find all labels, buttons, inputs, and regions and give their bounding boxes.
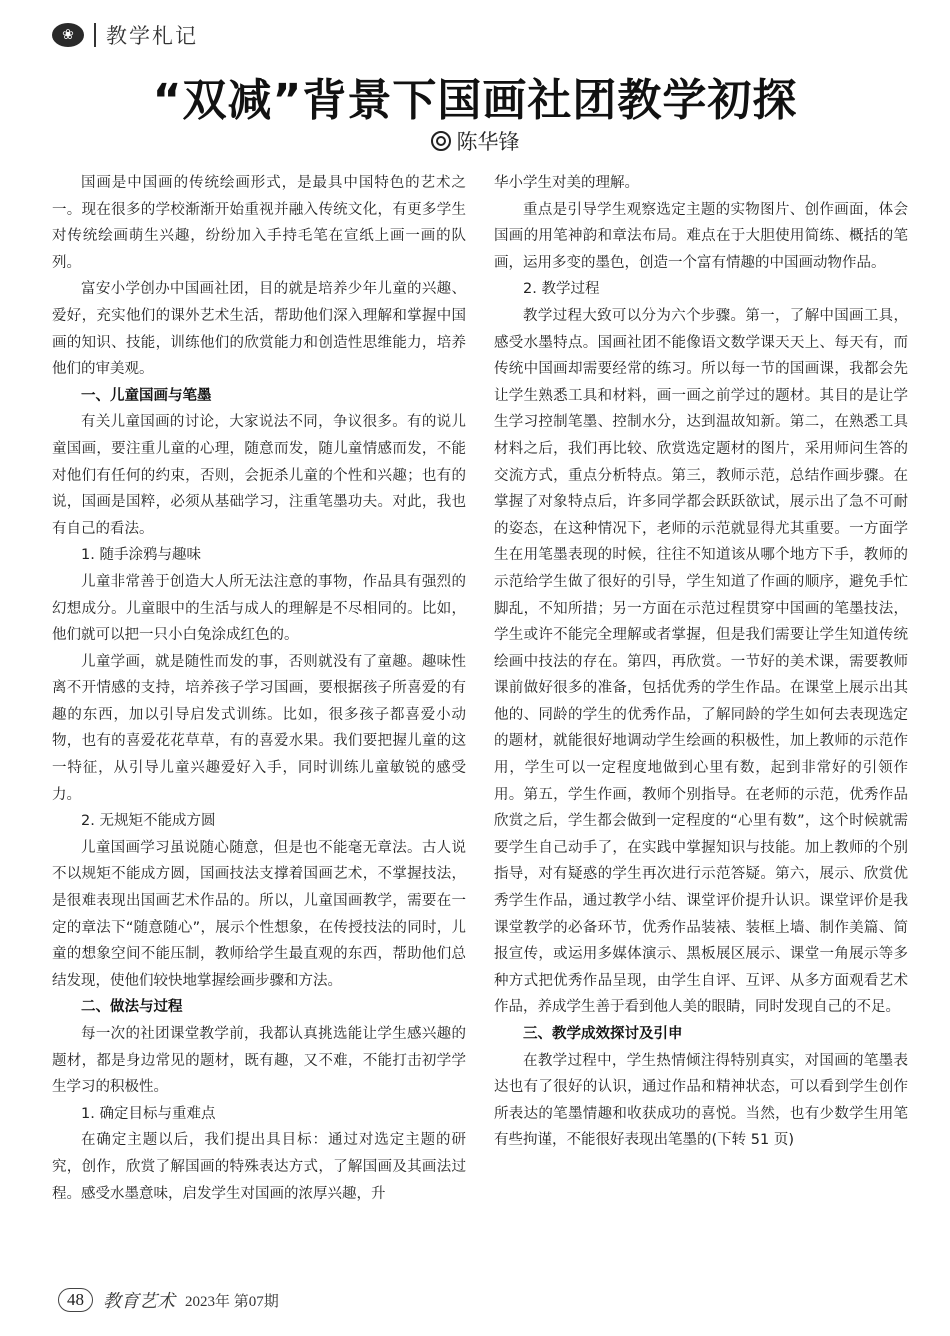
paragraph-continued: 华小学生对美的理解。 (494, 175, 639, 191)
issue-label: 2023年 第07期 (185, 1293, 279, 1310)
swirl-logo-icon: ❀ (52, 23, 84, 47)
page-footer (58, 1288, 279, 1312)
paragraph: 在确定主题以后，我们提出具目标：通过对选定主题的研究，创作，欣赏了解国画的特殊表达方式，了解国画及其画法过程。感受水墨意味，启发学生对国画的浓厚兴趣，升 (52, 1132, 466, 1202)
page-header (52, 18, 198, 52)
paragraph: 每一次的社团课堂教学前，我都认真挑选能让学生感兴趣的题材，都是身边常见的题材，既有趣，又不难，不能打击初学学生学习的积极性。 (52, 1026, 466, 1096)
page-number: 48 (58, 1288, 93, 1312)
article-title: “双减”背景下国画社团教学初探 (152, 75, 798, 126)
paragraph: 儿童非常善于创造大人所无法注意的事物，作品具有强烈的幻想成分。儿童眼中的生活与成人的理解是不尽相同的。比如，他们就可以把一只小白兔涂成红色的。 (52, 573, 466, 644)
paragraph: 富安小学创办中国画社团，目的就是培养少年儿童的兴趣、爱好，充实他们的课外艺术生活，帮助他们深入理解和掌握中国画的知识、技能，训练他们的欣赏能力和创造性思维能力，培养他们的审美观。 (52, 281, 466, 378)
subsection-heading: 1. 随手涂鸦与趣味 (81, 547, 201, 564)
journal-name: 教育艺术 (103, 1291, 175, 1312)
subsection-heading: 2. 教学过程 (523, 281, 600, 298)
paragraph: 儿童国画学习虽说随心随意，但是也不能毫无章法。古人说不以规矩不能成方圆，国画技法支撑着国画艺术，不掌握技法，是很难表现出国画艺术作品的。所以，儿童国画教学，需要在一定的章法下“随意随心”，展示个性想象，在传授技法的同时，儿童的想象空间不能压制，教师给学生最直观的东西，帮助他们总结发现，使他们较快地掌握绘画步骤和方法。 (52, 839, 466, 989)
section-heading: 三、教学成效探讨及引申 (523, 1026, 683, 1042)
paragraph: 儿童学画，就是随性而发的事，否则就没有了童趣。趣味性离不开情感的支持，培养孩子学习国画，要根据孩子所喜爱的有趣的东西，加以引导启发式训练。比如，很多孩子都喜爱小动物，也有的喜爱花花草草，有的喜爱水果。我们要把握儿童的这一特征，从引导儿童兴趣爱好入手，同时训练儿童敏锐的感受力。 (52, 653, 466, 803)
paragraph: 重点是引导学生观察选定主题的实物图片、创作画面，体会国画的用笔神韵和章法布局。难点在于大胆使用简练、概括的笔画，运用多变的墨色，创造一个富有情趣的中国画动物作品。 (494, 201, 908, 271)
header-divider (94, 23, 96, 47)
section-heading: 二、做法与过程 (81, 999, 183, 1016)
paragraph: 在教学过程中，学生热情倾注得特别真实，对国画的笔墨表达也有了很好的认识，通过作品和精神状态，可以看到学生创作所表达的笔墨情趣和收获成功的喜悦。当然，也有少数学生用笔有些拘谨，不能很好表现出笔墨的(下转 51 页) (494, 1052, 908, 1149)
right-column (494, 170, 908, 1154)
paragraph: 国画是中国画的传统绘画形式，是最具中国特色的艺术之一。现在很多的学校渐渐开始重视并融入传统文化，有更多学生对传统绘画萌生兴趣，纷纷加入手持毛笔在宣纸上画一画的队列。 (52, 175, 466, 271)
author-mark-icon (431, 131, 451, 151)
subsection-heading: 2. 无规矩不能成方圆 (81, 813, 216, 830)
author-name: 陈华锋 (456, 130, 520, 154)
paragraph: 有关儿童国画的讨论，大家说法不同，争议很多。有的说儿童国画，要注重儿童的心理，随意而发，随儿童情感而发，不能对他们有任何的约束，否则，会扼杀儿童的个性和兴趣；也有的说，国画是国粹，必须从基础学习，注重笔墨功夫。对此，我也有自己的看法。 (52, 414, 466, 537)
paragraph: 教学过程大致可以分为六个步骤。第一，了解中国画工具，感受水墨特点。国画社团不能像语文数学课天天上、每天有，而传统中国画却需要经常的练习。所以每一节的国画课，我都会先让学生熟悉工具和材料，画一画之前学过的题材。其目的是让学生学习控制笔墨、控制水分，达到温故知新。第二，在熟悉工具材料之后，我们再比较、欣赏选定题材的图片，采用师问生答的交流方式，重点分析特点。第三，教师示范，总结作画步骤。在掌握了对象特点后，许多同学都会跃跃欲试，展示出了急不可耐的姿态，在这种情况下，老师的示范就显得尤其重要。一方面学生在用笔墨表现的时候，往往不知道该从哪个地方下手，教师的示范给学生做了很好的引导，学生知道了作画的顺序，避免手忙脚乱，不知所措；另一方面在示范过程贯穿中国画的笔墨技法，学生或许不能完全理解或者掌握，但是我们需要让学生知道传统绘画中技法的存在。第四，再欣赏。一节好的美术课，需要教师课前做好很多的准备，包括优秀的学生作品。在课堂上展示出其他的、同龄的学生的优秀作品，了解同龄的学生如何去表现选定的题材，就能很好地调动学生绘画的积极性，加上教师的示范作用，学生可以一定程度地做到心里有数，起到非常好的引领作用。第五，学生作画，教师个别指导。在老师的示范，优秀作品欣赏之后，学生都会做到一定程度的“心里有数”，这个时候就需要学生自己动手了，在实践中掌握知识与技能。加上教师的个别指导，对有疑惑的学生再次进行示范答疑。第六，展示、欣赏优秀学生作品，通过教学小结、课堂评价提升认识。课堂评价是我课堂教学的必备环节，优秀作品装裱、装框上墙、制作美篇、简报宣传，或运用多媒体演示、黑板展区展示、课堂一角展示等多种方式把优秀作品呈现，由学生自评、互评、从多方面观看艺术作品，养成学生善于看到他人美的眼睛，同时发现自己的不足。 (494, 307, 908, 1016)
section-name: 教学札记 (106, 24, 198, 48)
section-heading: 一、儿童国画与笔墨 (81, 387, 212, 404)
author-line (0, 126, 950, 156)
left-column (52, 170, 466, 1207)
subsection-heading: 1. 确定目标与重难点 (81, 1105, 216, 1122)
